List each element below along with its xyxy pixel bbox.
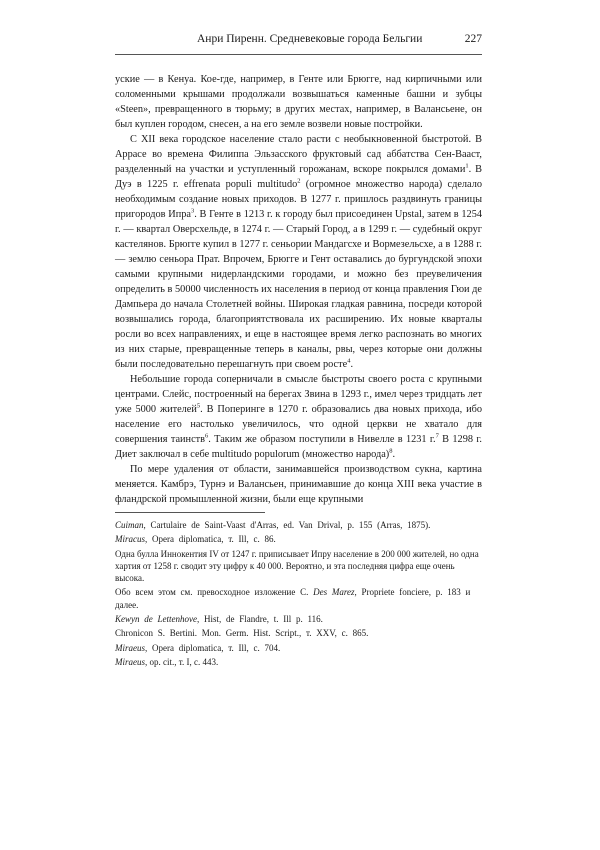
paragraph-3-text-d: В 1298 г. Диет заключал в себе multitudo populorum (множество народа) (115, 434, 482, 460)
main-text (115, 72, 482, 507)
paragraph-2-text-d: . В Генте в 1213 г. к городу был присоединен Upstal, затем в 1254 г. — квартал Оверсхельде, в 1274 г. — Старый Город, а в 1299 г. — судебный округ кастелянов. Брюгге купил в 1277 г. сеньории Мандагсхе и Вормезельсхе, а в 1288 г. — землю сеньора Прат. Впрочем, Брюгге и Гент оставались до бургундской эпохи самыми крупными нидерландскими городами, и можно без преувеличения определить в 50000 численность их населения в период от конца правления Гюи де Дампьера до начала Столетней войны. Широкая гладкая равнина, посреди которой возвышались города, благоприятствовала их расширению. Их новые кварталы росли во всех направлениях, и еще в настоящее время легко распознать во многих из них старые, превращенные теперь в каналы, рвы, через которые они должны были последовательно перешагнуть при своем росте (115, 209, 482, 370)
footnote-2-author: Miracus (115, 534, 145, 545)
paragraph-2-text-a: С XII века городское население стало расти с необыкновенной быстротой. В Аррасе во времена Филиппа Эльзасского фруктовый сад аббатства Сен-Вааст, разделенный на участки и уступленный горожанам, вскоре покрылся домами (115, 134, 482, 175)
footnotes (115, 519, 482, 670)
paragraph-3-text-a: Небольшие города соперничали в смысле быстроты своего роста с крупными центрами. Слейс, построенный на берегах Звина в 1293 г., имел через тридцать лет уже 5000 жителей (115, 374, 482, 415)
footnote-8 (115, 656, 482, 668)
footnote-4-text: , Propriete fonciere, p. 183 и далее. (115, 587, 471, 610)
footnote-4-author: Des Marez (313, 587, 355, 598)
footnote-1 (115, 519, 482, 531)
paragraph-3-text-c: . Таким же образом поступили в Нивелле в 1231 г. (208, 434, 436, 445)
paragraph-3-text-b: . В Поперинге в 1270 г. образовались два новых прихода, ибо население его настолько увеличилось, что одной церкви не хватало для совершения таинств (115, 404, 482, 445)
paragraph-4-text: По мере удаления от области, занимавшейся производством сукна, картина меняется. Камбрэ, Турнэ и Валансьен, принимавшие до конца XIII века участие в фландрской промышленной жизни, были еще крупными (115, 464, 482, 505)
footnote-3 (115, 548, 482, 585)
footnote-6 (115, 627, 482, 639)
footnote-3-text: Одна булла Иннокентия IV от 1247 г. приписывает Ипру население в 200 000 жителей, но одна хартия от 1258 г. сводит эту цифру к 40 000. Вероятно, и эта последняя цифра еще очень высока. (115, 548, 479, 584)
paragraph-3 (115, 372, 482, 462)
paragraph-2-text-c: (огромное множество народа) сделало необходимым создание новых приходов. В 1277 г. пришлось раздвинуть границы пригородов Ипра (115, 179, 482, 220)
footnote-7-text: , Opera diplomatica, т. Ill, с. 704. (145, 642, 281, 653)
footnote-2-text: , Opera diplomatica, т. Ill, c. 86. (145, 534, 276, 545)
footnote-ref-3[interactable]: 3 (190, 207, 195, 215)
footnote-8-text: , op. cit., т. I, с. 443. (145, 656, 219, 667)
footnote-ref-6[interactable]: 6 (205, 432, 209, 440)
footnote-ref-7[interactable]: 7 (435, 432, 439, 440)
footnote-8-author: Miraeus (115, 656, 145, 667)
footnote-6-text: Chronicon S. Bertini. Mon. Germ. Hist. Script., т. XXV, с. 865. (115, 628, 369, 639)
paragraph-3-text-e: . (392, 449, 396, 460)
footnote-4 (115, 586, 482, 611)
footnote-1-author: Cuiman (115, 520, 144, 530)
footnote-ref-5[interactable]: 5 (196, 402, 201, 410)
footnote-2 (115, 533, 482, 545)
footnote-ref-1[interactable]: 1 (465, 162, 469, 170)
footnote-4-text-pre: Обо всем этом см. превосходное изложение С. (115, 587, 314, 598)
running-header (115, 33, 482, 49)
footnote-ref-8[interactable]: 8 (389, 447, 393, 455)
footnote-7-author: Miraeus (115, 642, 145, 653)
paragraph-2-text-e: . (350, 359, 354, 370)
header-title: Анри Пиренн. Средневековые города Бельгии (197, 33, 423, 45)
paragraph-1-text: уские — в Кенуа. Кое-где, например, в Генте или Брюгге, над кирпичными или соломенными крышами продолжали возвышаться каменные башни и зубцы «Steen», превращенного в тюрьму; в других местах, например, в Валансьене, он был куплен городом, снесен, а на его земле возвели новые постройки. (115, 74, 482, 130)
paragraph-1 (115, 72, 482, 132)
footnote-ref-4[interactable]: 4 (347, 357, 351, 365)
footnote-5-author: Kewyn de Lettenhove (115, 614, 197, 625)
footnote-5 (115, 613, 482, 625)
footnote-ref-2[interactable]: 2 (297, 177, 301, 185)
paragraph-4 (115, 462, 482, 507)
paragraph-2-text-b: . В Дуэ в 1225 г. effrenata populi multitudo (115, 164, 482, 190)
footnote-rule (115, 512, 265, 513)
page-number: 227 (464, 33, 482, 45)
footnote-7 (115, 642, 482, 654)
paragraph-2 (115, 132, 482, 372)
header-rule (115, 54, 482, 55)
footnote-1-text: , Cartulaire de Saint-Vaast d'Arras, ed. Van Drival, p. 155 (Arras, 1875). (143, 520, 431, 530)
footnote-5-text: , Hist, de Flandre, t. Ill p. 116. (196, 614, 323, 625)
